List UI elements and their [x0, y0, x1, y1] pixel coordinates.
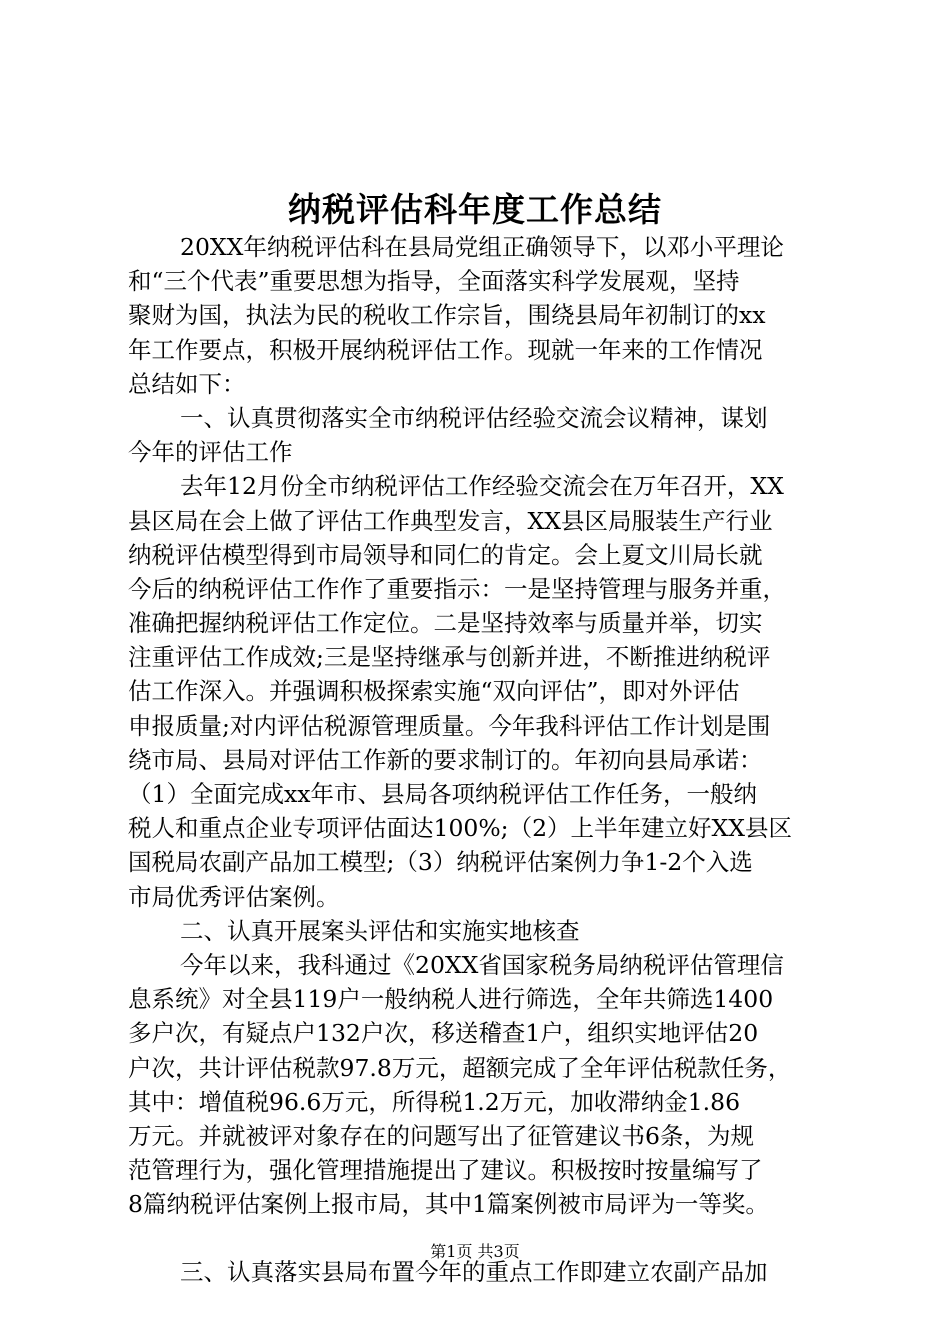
paragraph-line: 20XX年纳税评估科在县局党组正确领导下，以邓小平理论	[180, 233, 784, 261]
paragraph-line: 多户次，有疑点户132户次，移送稽查1户，组织实地评估20	[128, 1019, 759, 1048]
document-body	[128, 230, 848, 1290]
paragraph-line: 去年12月份全市纳税评估工作经验交流会在万年召开，XX	[180, 472, 784, 501]
paragraph-line: 聚财为国，执法为民的税收工作宗旨，围绕县局年初制订的xx	[128, 301, 766, 330]
paragraph-line: 8篇纳税评估案例上报市局，其中1篇案例被市局评为一等奖。	[128, 1190, 769, 1219]
page-footer: 第1页 共3页	[430, 1242, 520, 1261]
paragraph-line: 绕市局、县局对评估工作新的要求制订的。年初向县局承诺：	[128, 745, 763, 774]
paragraph-line: 申报质量;对内评估税源管理质量。今年我科评估工作计划是围	[128, 711, 771, 740]
paragraph-line: 万元。并就被评对象存在的问题写出了征管建议书6条，为规	[128, 1121, 754, 1150]
section-heading-line: 今年的评估工作	[128, 438, 293, 467]
paragraph-line: 和“三个代表”重要思想为指导，全面落实科学发展观，坚持	[128, 267, 740, 296]
paragraph-line: 税人和重点企业专项评估面达100%;（2）上半年建立好XX县区	[128, 814, 793, 843]
section-heading-line: 一、认真贯彻落实全市纳税评估经验交流会议精神，谋划	[180, 403, 768, 432]
paragraph-line: 今后的纳税评估工作作了重要指示：一是坚持管理与服务并重，	[128, 574, 786, 603]
document-title: 纳税评估科年度工作总结	[288, 190, 662, 229]
paragraph-line: 范管理行为，强化管理措施提出了建议。积极按时按量编写了	[128, 1156, 763, 1185]
paragraph-line: 准确把握纳税评估工作定位。二是坚持效率与质量并举，切实	[128, 609, 763, 638]
paragraph-line: 年工作要点，积极开展纳税评估工作。现就一年来的工作情况	[128, 335, 763, 364]
section-heading-line: 二、认真开展案头评估和实施实地核查	[180, 916, 580, 945]
paragraph-line: 注重评估工作成效;三是坚持继承与创新并进，不断推进纳税评	[128, 643, 771, 672]
paragraph-line: 户次，共计评估税款97.8万元，超额完成了全年评估税款任务，	[128, 1053, 792, 1082]
paragraph-line: 其中：增值税96.6万元，所得税1.2万元，加收滞纳金1.86	[128, 1087, 741, 1116]
paragraph-line: 息系统》对全县119户一般纳税人进行筛选，全年共筛选1400	[128, 985, 774, 1014]
paragraph-line: 县区局在会上做了评估工作典型发言，XX县区局服装生产行业	[128, 506, 773, 535]
section-heading-line: 三、认真落实县局布置今年的重点工作即建立农副产品加	[180, 1258, 768, 1287]
paragraph-line: 纳税评估模型得到市局领导和同仁的肯定。会上夏文川局长就	[128, 540, 763, 569]
paragraph-line: 总结如下：	[128, 369, 246, 398]
paragraph-line: 市局优秀评估案例。	[128, 882, 340, 911]
paragraph-line: 估工作深入。并强调积极探索实施“双向评估”，即对外评估	[128, 677, 740, 706]
paragraph-line: （1）全面完成xx年市、县局各项纳税评估工作任务，一般纳	[128, 780, 757, 808]
paragraph-line: 国税局农副产品加工模型;（3）纳税评估案例力争1-2个入选	[128, 848, 753, 877]
paragraph-line: 今年以来，我科通过《20XX省国家税务局纳税评估管理信	[180, 950, 784, 979]
